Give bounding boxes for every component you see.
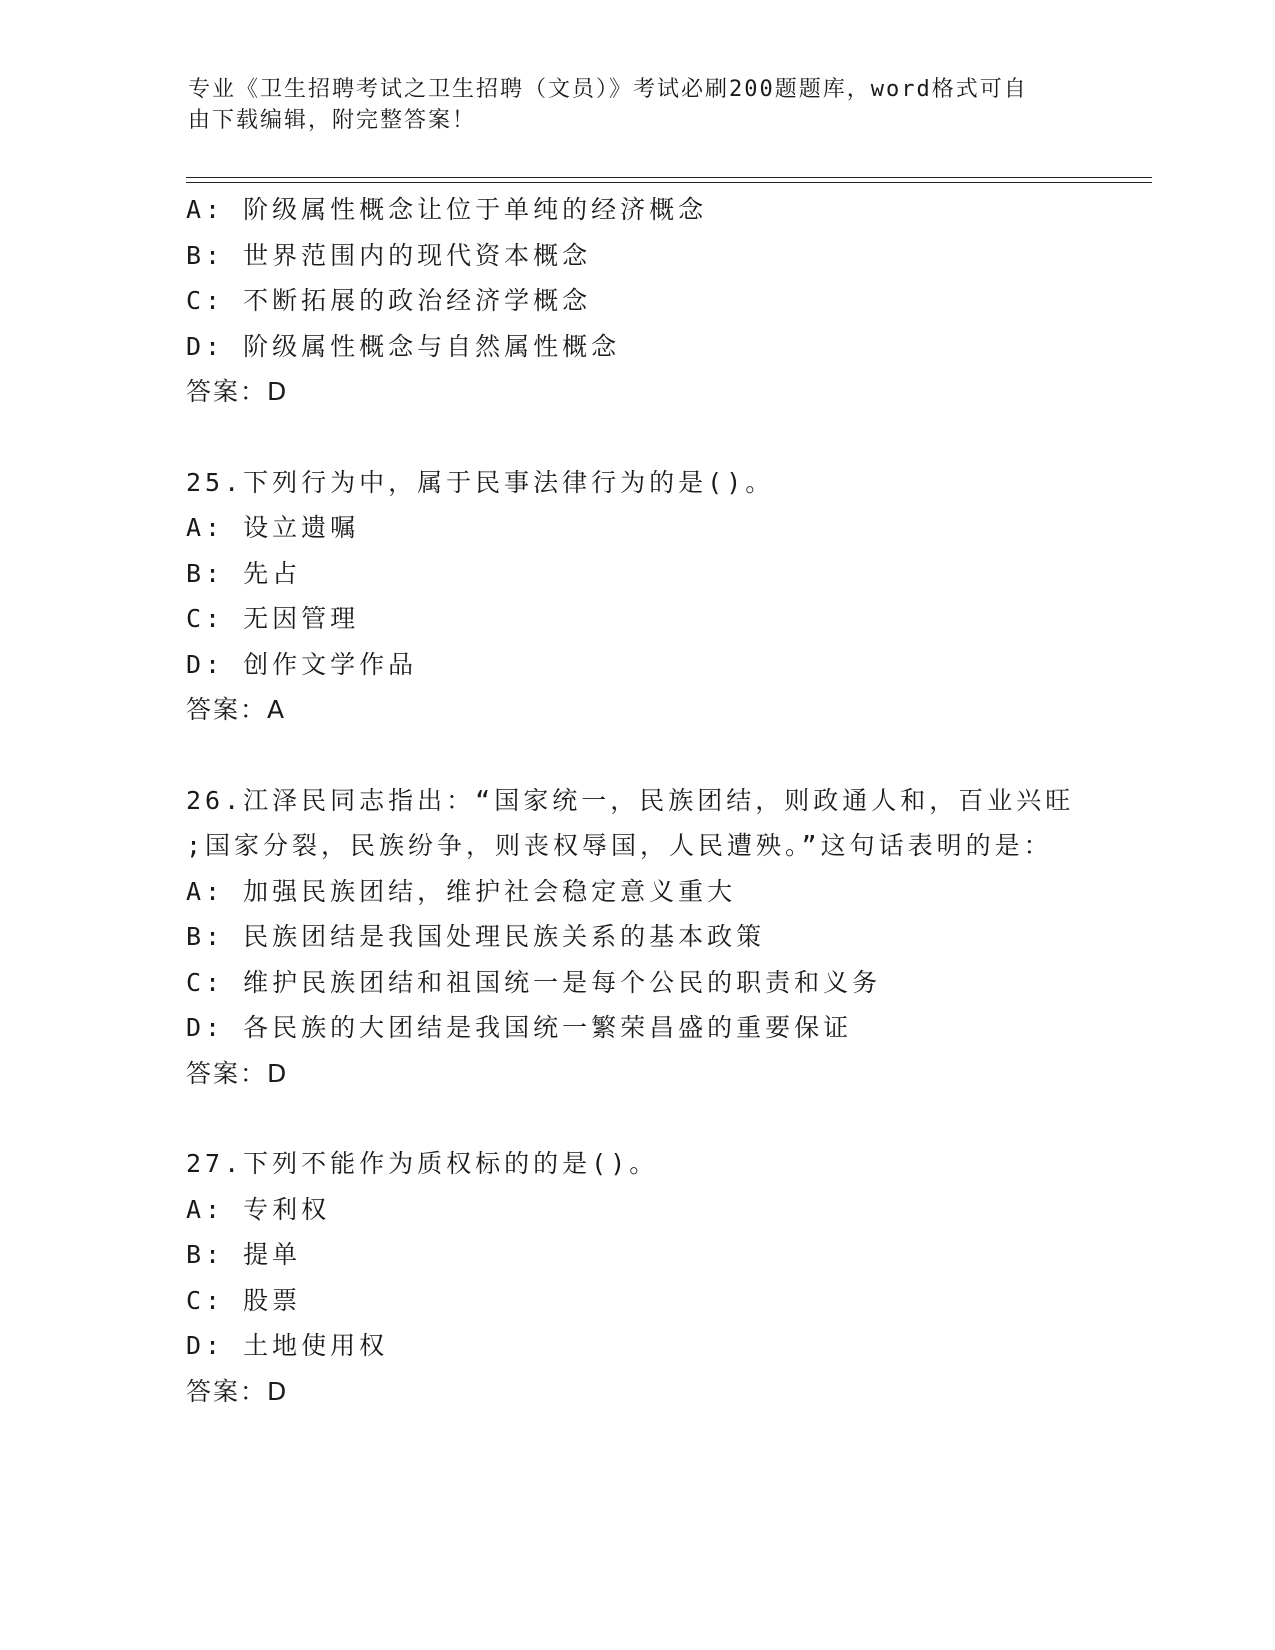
answer-label: 答案：A — [186, 695, 287, 724]
option-c: C: 无因管理 — [186, 604, 360, 633]
option-d: D: 各民族的大团结是我国统一繁荣昌盛的重要保证 — [186, 1013, 853, 1042]
question-block-24 — [186, 187, 1146, 415]
question-stem-line-2: ;国家分裂，民族纷争，则丧权辱国，人民遭殃。”这句话表明的是： — [186, 831, 1053, 860]
option-a: A: 设立遗嘱 — [186, 513, 360, 542]
option-b: B: 先占 — [186, 558, 302, 588]
option-a: A: 专利权 — [186, 1194, 331, 1224]
question-stem: 25.下列行为中，属于民事法律行为的是()。 — [186, 467, 775, 497]
header-divider-top — [186, 177, 1152, 178]
option-a: A: 阶级属性概念让位于单纯的经济概念 — [186, 195, 708, 224]
spacer — [186, 415, 1146, 460]
option-b: B: 民族团结是我国处理民族关系的基本政策 — [186, 922, 766, 951]
option-a: A: 加强民族团结，维护社会稳定意义重大 — [186, 876, 737, 906]
option-d: D: 阶级属性概念与自然属性概念 — [186, 331, 621, 361]
document-header — [188, 74, 1088, 136]
option-b: B: 世界范围内的现代资本概念 — [186, 240, 592, 270]
option-d: D: 土地使用权 — [186, 1331, 389, 1360]
header-line-1: 专业《卫生招聘考试之卫生招聘（文员）》考试必刷200题题库，word格式可自 — [188, 77, 1028, 102]
spacer — [186, 733, 1146, 778]
option-c: C: 股票 — [186, 1285, 302, 1315]
option-d: D: 创作文学作品 — [186, 649, 418, 679]
question-stem: 27.下列不能作为质权标的的是()。 — [186, 1149, 659, 1178]
answer-label: 答案：D — [186, 1376, 289, 1406]
question-stem-line-1: 26.江泽民同志指出：“国家统一，民族团结，则政通人和，百业兴旺 — [186, 785, 1075, 815]
option-c: C: 不断拓展的政治经济学概念 — [186, 286, 592, 315]
question-block-27 — [186, 1141, 1146, 1414]
answer-label: 答案：D — [186, 1058, 289, 1088]
answer-label: 答案：D — [186, 377, 289, 406]
question-block-25 — [186, 460, 1146, 733]
option-b: B: 提单 — [186, 1240, 302, 1269]
question-block-26 — [186, 778, 1146, 1097]
header-divider-bottom — [186, 182, 1152, 183]
spacer — [186, 1096, 1146, 1141]
question-list — [186, 187, 1146, 1414]
header-line-2: 由下载编辑，附完整答案！ — [188, 108, 477, 133]
option-c: C: 维护民族团结和祖国统一是每个公民的职责和义务 — [186, 967, 882, 997]
